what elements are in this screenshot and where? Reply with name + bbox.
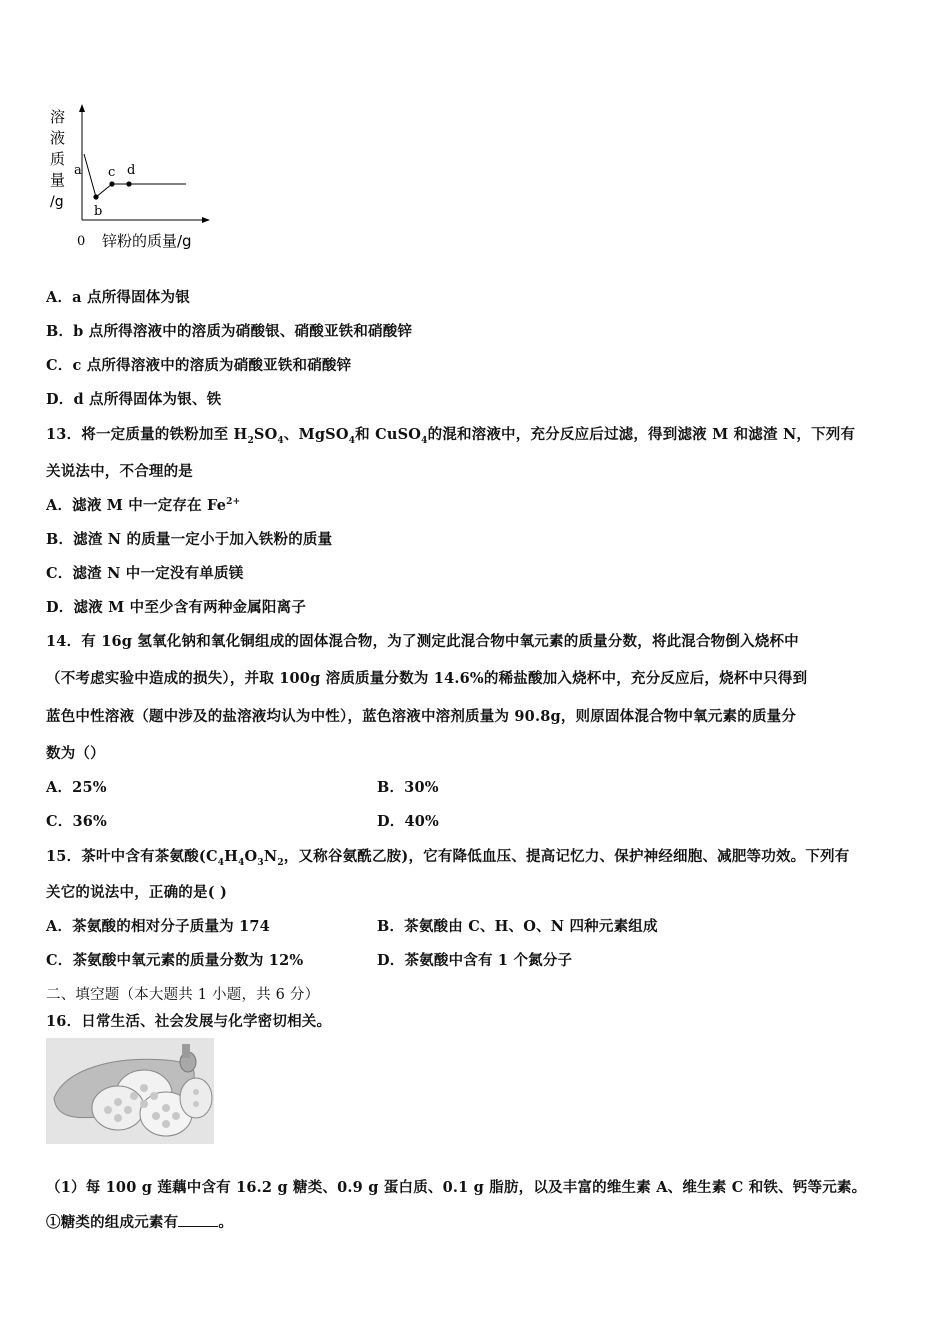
point-label-a: a — [74, 163, 82, 178]
lotus-root-photo — [46, 1038, 214, 1144]
q15-option-b: B．茶氨酸由 C、H、O、N 四种元素组成 — [377, 918, 658, 935]
point-b — [93, 194, 98, 199]
q15-option-d: D．茶氨酸中含有 1 个氮分子 — [377, 952, 573, 969]
q14-stem-line2: （不考虑实验中造成的损失），并取 100g 溶质质量分数为 14.6%的稀盐酸加入烧杯中，充分反应后，烧杯中只得到 — [46, 670, 808, 687]
x-axis-label: 锌粉的质量/g — [102, 232, 192, 250]
y-axis-arrow — [79, 104, 85, 112]
y-label-char: 液 — [50, 129, 66, 147]
y-label-char: 量 — [50, 171, 66, 189]
q12-option-c: C．c 点所得溶液中的溶质为硝酸亚铁和硝酸锌 — [46, 357, 352, 374]
q14-stem-line4: 数为（） — [46, 745, 105, 762]
q13-option-a: A．滤液 M 中一定存在 $Fe^{2+}$ — [46, 497, 241, 514]
q13-stem-line2: 关说法中，不合理的是 — [46, 463, 193, 480]
q13-option-b: B．滤渣 N 的质量一定小于加入铁粉的质量 — [46, 531, 333, 548]
q12-option-d: D．d 点所得固体为银、铁 — [46, 391, 222, 408]
q12-option-a: A．a 点所得固体为银 — [46, 289, 190, 306]
q14-option-b: B．30% — [377, 779, 439, 796]
q16-part1: （1）每 100 g 莲藕中含有 16.2 g 糖类、0.9 g 蛋白质、0.1 g 脂肪，以及丰富的维生素 A、维生素 C 和铁、钙等元素。 — [46, 1179, 867, 1196]
point-c — [109, 181, 114, 186]
q14-stem-line1: 14．有 16g 氢氧化钠和氧化铜组成的固体混合物，为了测定此混合物中氧元素的质量分数，将此混合物倒入烧杯中 — [46, 633, 799, 650]
point-label-b: b — [94, 204, 103, 219]
section-title: 二、填空题（本大题共 1 小题，共 6 分） — [46, 987, 320, 1003]
y-label-char: 质 — [50, 150, 66, 168]
y-label-unit: /g — [50, 194, 64, 210]
point-d — [126, 181, 131, 186]
q15-option-c: C．茶氨酸中氧元素的质量分数为 12% — [46, 952, 304, 969]
q14-option-a: A．25% — [46, 779, 107, 796]
q16-stem: 16．日常生活、社会发展与化学密切相关。 — [46, 1013, 332, 1030]
y-label-char: 溶 — [50, 108, 66, 126]
q12-option-b: B．b 点所得溶液中的溶质为硝酸银、硝酸亚铁和硝酸锌 — [46, 323, 413, 340]
q14-option-d: D．40% — [377, 813, 440, 830]
q13-stem-line1: 13．将一定质量的铁粉加至 $H_2SO_4$、MgSO$_4$和 CuSO$_4$的混和溶液中，充分反应后过滤，得到滤液 M 和滤渣 N，下列有 — [46, 426, 856, 446]
answer-blank[interactable] — [178, 1212, 218, 1227]
q14-option-c: C．36% — [46, 813, 107, 830]
point-label-c: c — [108, 165, 116, 180]
origin-label: 0 — [77, 234, 86, 249]
q13-option-c: C．滤渣 N 中一定没有单质镁 — [46, 565, 244, 582]
q15-option-a: A．茶氨酸的相对分子质量为 174 — [46, 918, 270, 935]
x-axis-arrow — [202, 217, 210, 223]
q13-option-d: D．滤液 M 中至少含有两种金属阳离子 — [46, 599, 307, 616]
q12-line-chart — [44, 100, 214, 255]
q16-part1-question1: ①糖类的组成元素有 。 — [46, 1214, 234, 1231]
q14-stem-line3: 蓝色中性溶液（题中涉及的盐溶液均认为中性），蓝色溶液中溶剂质量为 90.8g，则原固体混合物中氧元素的质量分 — [46, 708, 797, 725]
point-label-d: d — [127, 163, 136, 178]
q15-stem-line1: 15．茶叶中含有茶氨酸($C_4H_4O_3N_2$，又称谷氨酰乙胺)，它有降低血压、提高记忆力、保护神经细胞、减肥等功效。下列有 — [46, 848, 850, 868]
q15-stem-line2: 关它的说法中，正确的是( ) — [46, 884, 228, 901]
